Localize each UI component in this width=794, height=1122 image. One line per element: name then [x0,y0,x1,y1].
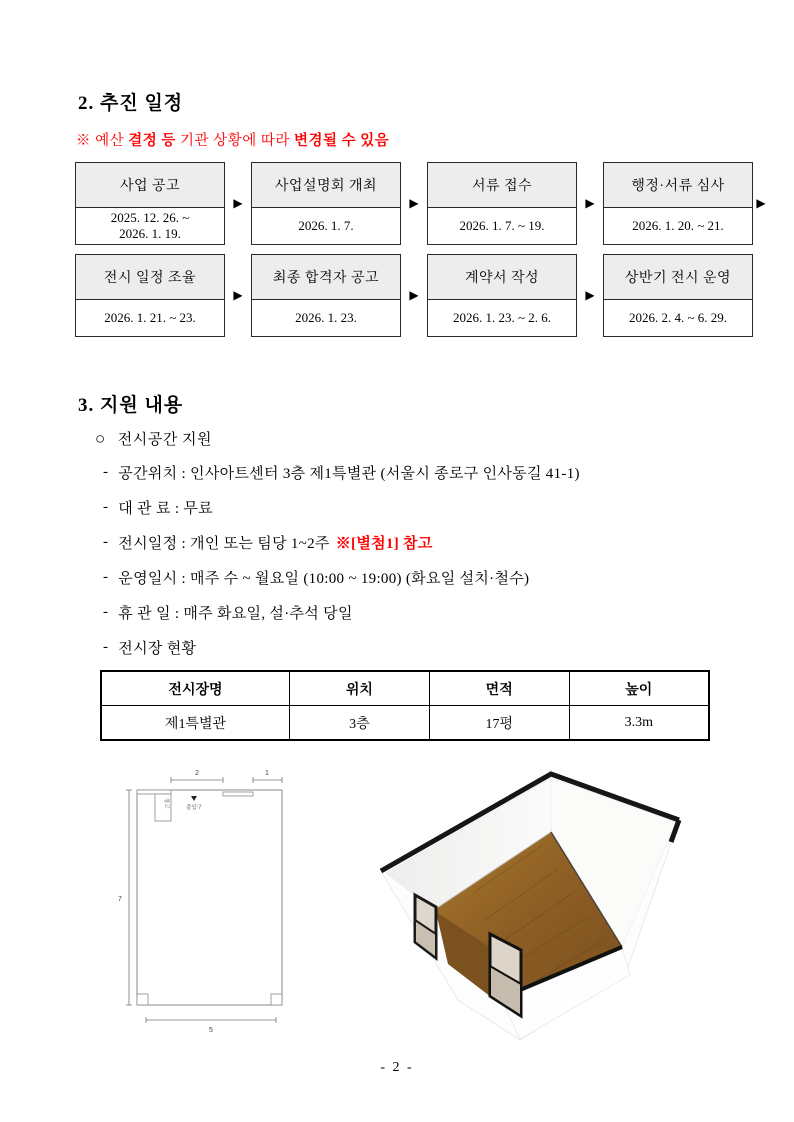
flow-step-title: 사업 공고 [76,163,224,208]
flow-step-final-announcement [251,254,401,337]
floorplan-wall-segment-left [137,790,171,794]
col-header-location: 위치 [289,671,429,706]
cell-hall-name: 제1특별관 [101,706,289,741]
flow-step-date: 2026. 1. 7. ~ 19. [459,217,545,233]
flow-arrow-icon: ▶ [233,196,243,210]
schedule-note [76,129,389,150]
col-header-hall-name: 전시장명 [101,671,289,706]
flow-step-title: 사업설명회 개최 [252,163,400,208]
flow-step-document-submission [427,162,577,245]
floorplan-room-outline [137,790,282,1005]
flow-row-1 [75,162,775,245]
note-bold-1: 결정 등 [128,133,176,149]
dash-bullet: - [103,534,109,550]
col-header-area: 면적 [429,671,569,706]
support-group-label: 전시공간 지원 [117,432,212,448]
floor-plan-figure [106,758,313,1045]
note-lead: ※ 예산 [76,133,129,149]
flow-arrow-icon: ▶ [585,288,595,302]
flow-arrow-icon: ▶ [233,288,243,302]
flow-step-title: 전시 일정 조율 [76,255,224,300]
flow-step-date: 2026. 1. 21. ~ 23. [104,309,196,325]
dash-bullet: - [103,639,109,655]
page-number: - 2 - [380,1060,414,1075]
cell-location: 3층 [289,706,429,741]
flow-step-exhibition-operation [603,254,753,337]
flow-arrow-icon: ▶ [409,196,419,210]
dash-bullet: - [103,604,109,620]
list-item-closed-days: - 휴 관 일 : 매주 화요일, 설·추석 당일 [103,604,353,622]
flow-arrow-icon: ▶ [756,196,766,210]
attachment-reference-note: ※[별첨1] 참고 [335,536,433,552]
flow-step-date: 2026. 2. 4. ~ 6. 29. [628,309,728,325]
floorplan-entrance-label: 출입구 [186,805,202,811]
hall-status-table [100,670,710,741]
flow-step-briefing [251,162,401,245]
list-item-operating-hours: - 운영일시 : 매주 수 ~ 월요일 (10:00 ~ 19:00) (화요일 설치·철수) [103,569,530,587]
list-item-fee: - 대 관 료 : 무료 [103,499,213,517]
cell-area: 17평 [429,706,569,741]
list-item-hall-status: - 전시장 현황 [103,639,197,657]
flow-step-date: 2026. 1. 7. [298,217,354,233]
cell-height: 3.3m [569,706,709,741]
support-group-line [95,428,212,449]
circle-bullet-icon: ○ [95,429,106,448]
dim-label-right-segment: 1 [265,770,269,777]
flow-step-business-notice [75,162,225,245]
flow-step-title: 서류 접수 [428,163,576,208]
floorplan-column-left [137,994,148,1005]
flow-step-date: 2025. 12. 26. ~ 2026. 1. 19. [110,209,190,241]
table-header-row [101,671,709,706]
dim-label-bottom-width: 5 [209,1027,213,1034]
entrance-door-frame-left [415,895,436,958]
flow-step-date: 2026. 1. 23. ~ 2. 6. [452,309,552,325]
flow-step-screening [603,162,753,245]
flow-step-schedule-coordination [75,254,225,337]
flow-step-contract [427,254,577,337]
col-header-height: 높이 [569,671,709,706]
room-3d-render-figure [368,768,700,1050]
flow-step-title: 최종 합격자 공고 [252,255,400,300]
schedule-flowchart [75,162,775,337]
entrance-marker-icon [191,796,197,801]
support-section-title: 3. 지원 내용 [78,395,184,416]
dash-bullet: - [103,464,109,480]
schedule-section-title: 2. 추진 일정 [78,93,184,114]
floorplan-column-right [271,994,282,1005]
support-item-list [103,455,580,665]
dash-bullet: - [103,499,109,515]
dim-label-height: 7 [118,896,122,903]
flow-step-title: 상반기 전시 운영 [604,255,752,300]
floorplan-cabinet-label: 창고 [163,798,169,809]
flow-arrow-icon: ▶ [409,288,419,302]
flow-step-date: 2026. 1. 20. ~ 21. [632,217,724,233]
dim-label-entrance-width: 2 [195,770,199,777]
note-bold-2: 변경될 수 있음 [293,133,390,149]
table-row [101,706,709,741]
note-mid: 기관 상황에 따라 [175,133,294,149]
list-item-exhibition-schedule: - 전시일정 : 개인 또는 팀당 1~2주 ※[별첨1] 참고 [103,534,433,552]
list-item-location: - 공간위치 : 인사아트센터 3층 제1특별관 (서울시 종로구 인사동길 41-1) [103,464,580,482]
dash-bullet: - [103,569,109,585]
flow-arrow-icon: ▶ [585,196,595,210]
floorplan-wall-segment-mid [223,792,253,796]
flow-step-title: 행정·서류 심사 [604,163,752,208]
flow-row-2 [75,254,775,337]
flow-step-title: 계약서 작성 [428,255,576,300]
flow-step-date: 2026. 1. 23. [295,309,357,325]
